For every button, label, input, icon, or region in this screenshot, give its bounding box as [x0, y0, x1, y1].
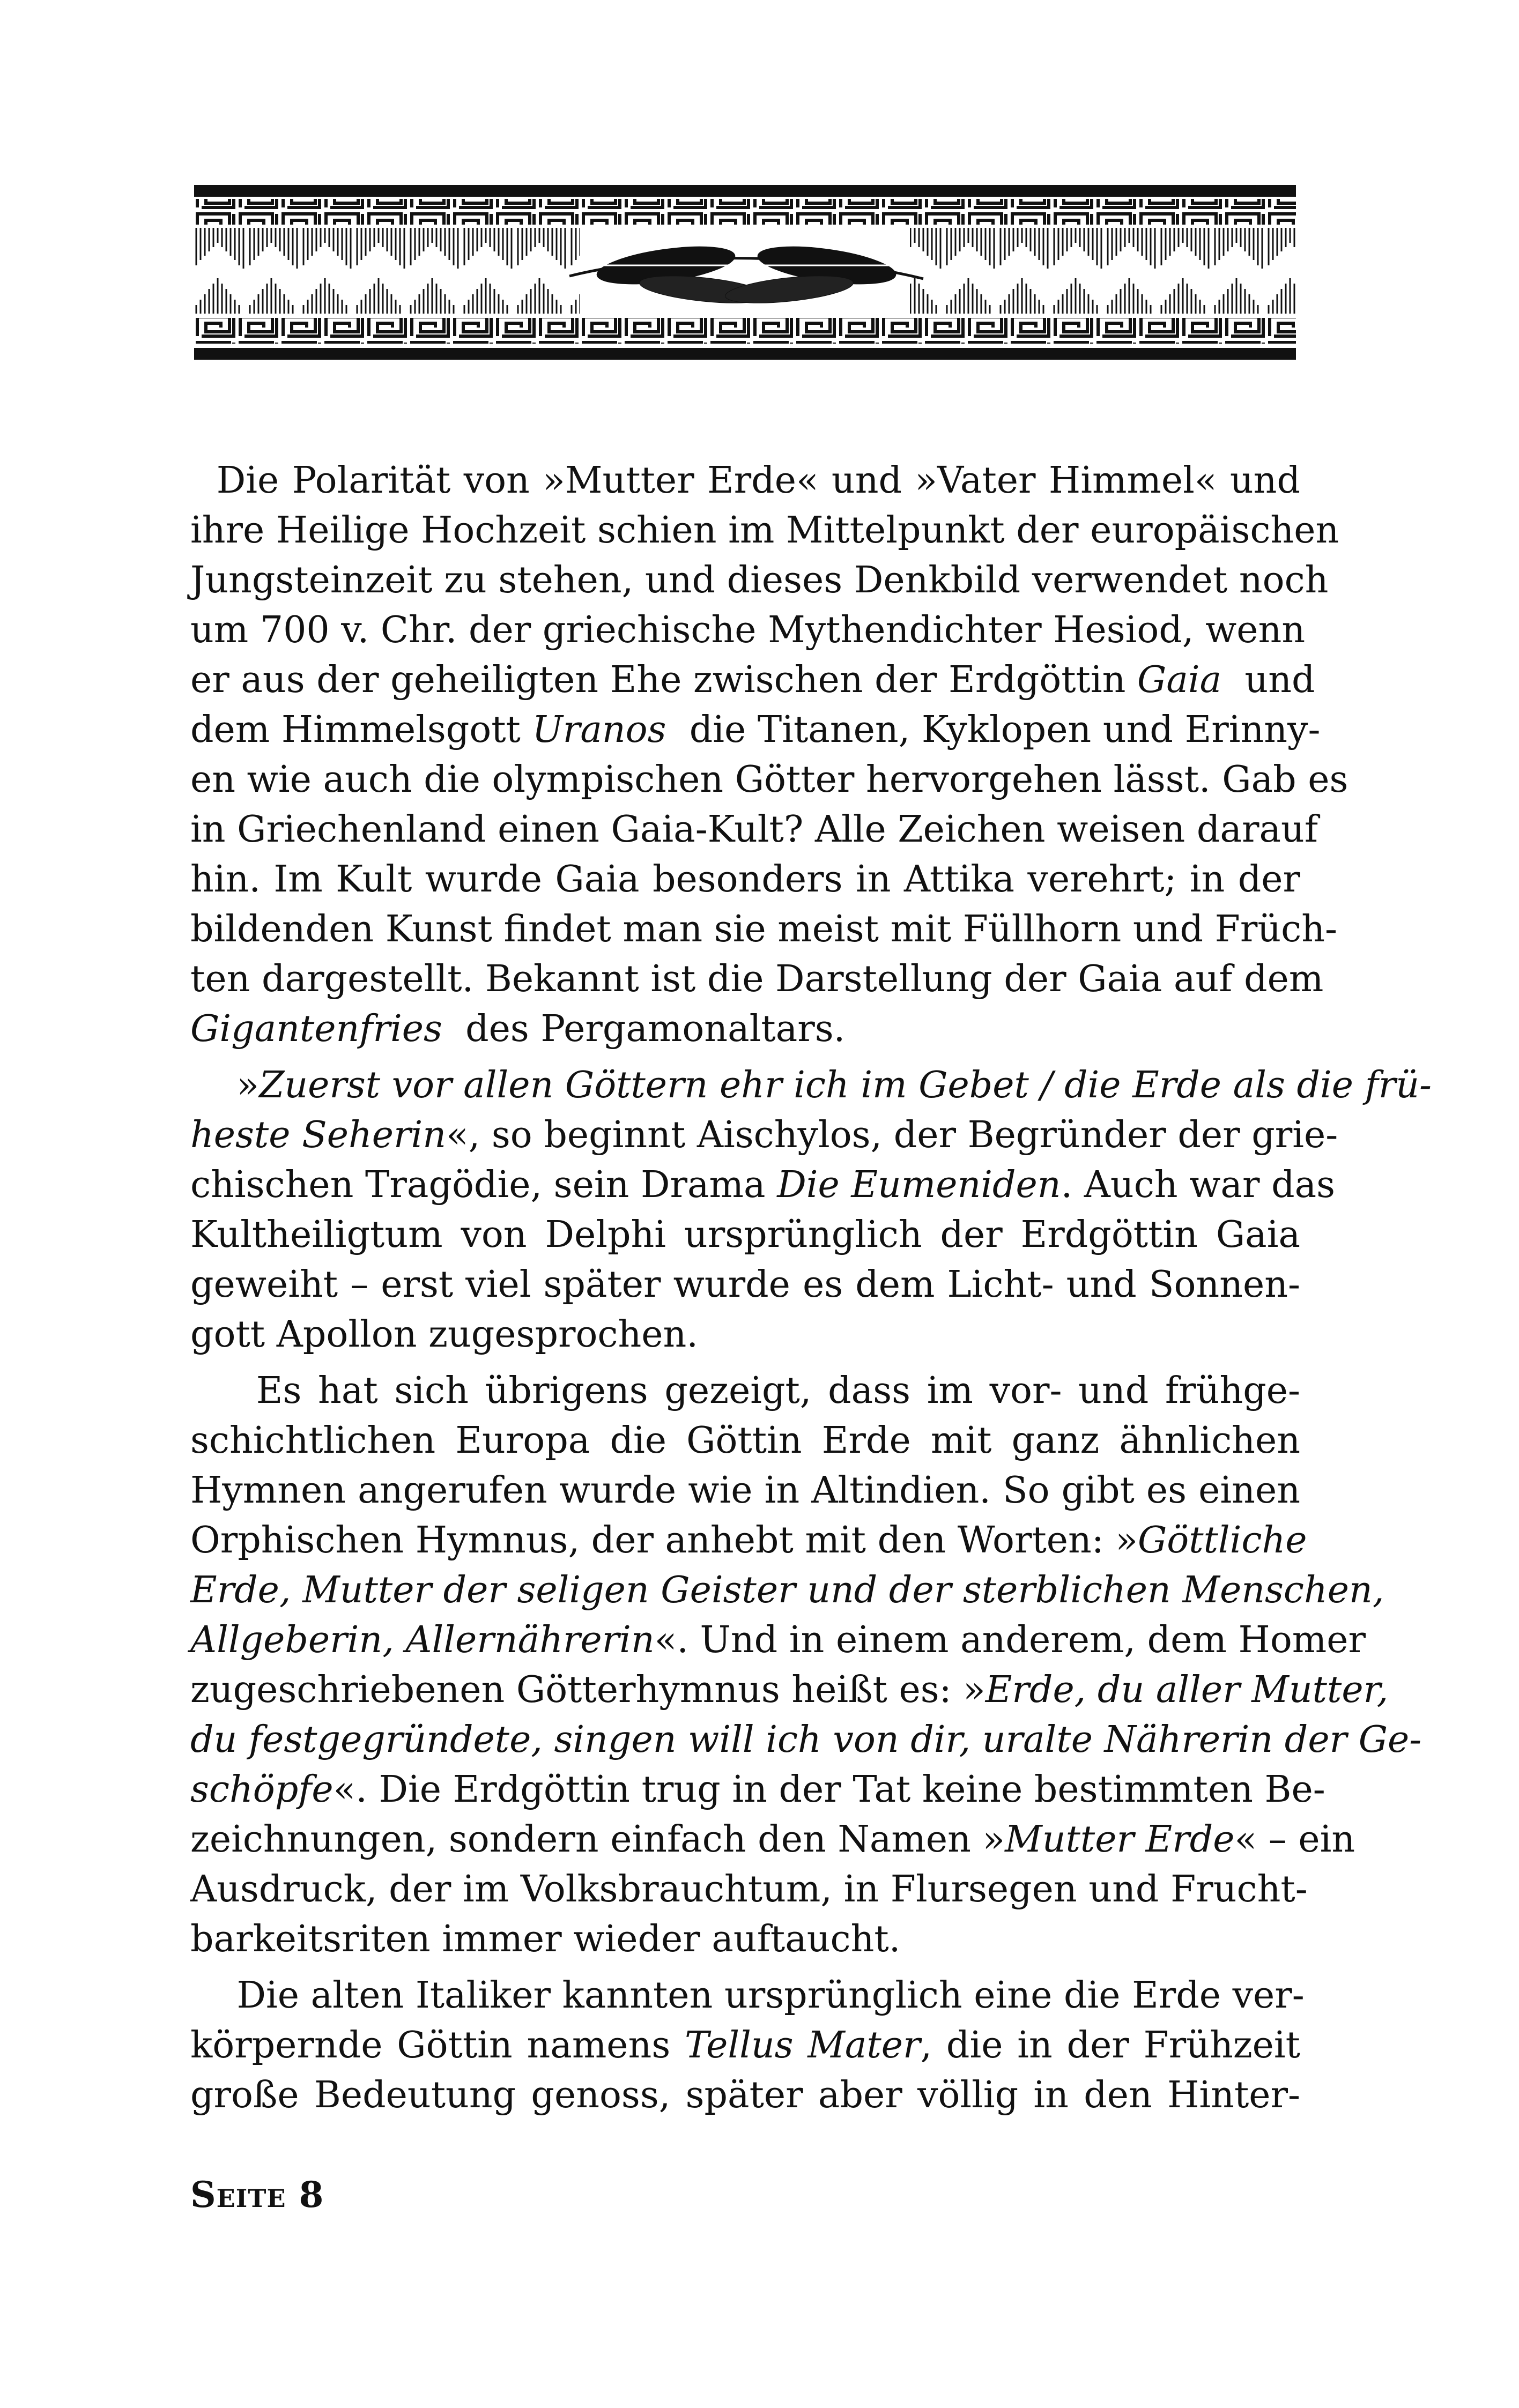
italic-run: heste Seherin [190, 1114, 447, 1156]
paragraph [190, 1971, 1305, 2120]
paragraph-gap [190, 1054, 1300, 1060]
text-line [190, 1060, 1432, 1110]
text-line [190, 555, 1329, 605]
text-run: hin. Im Kult wurde Gaia besonders in Attika verehrt; in der [190, 858, 1300, 901]
text-line [190, 1615, 1366, 1665]
text-line [190, 954, 1324, 1004]
text-run: er aus der geheiligten Ehe zwischen der Erdgöttin [190, 659, 1138, 701]
text-run: in Griechenland einen Gaia-Kult? Alle Zeichen weisen darauf [190, 808, 1318, 851]
italic-run: Tellus Mater [685, 2024, 921, 2067]
text-run: ihre Heilige Hochzeit schien im Mittelpunkt der europäischen [190, 509, 1339, 552]
greek-key-ornament [194, 185, 1296, 386]
text-line [190, 2020, 1300, 2070]
text-line [190, 854, 1300, 904]
text-line [190, 1815, 1355, 1864]
text-line [190, 1515, 1307, 1565]
text-run: zeichnungen, sondern einfach den Namen » [190, 1818, 1005, 1861]
text-run: ten dargestellt. Bekannt ist die Darstellung der Gaia auf dem [190, 958, 1324, 1000]
text-line [190, 1416, 1300, 1466]
page-label: Seite 8 [190, 2174, 324, 2216]
text-line [190, 705, 1321, 755]
text-run: bildenden Kunst findet man sie meist mit Füllhorn und Früch- [190, 908, 1337, 950]
italic-run: Erde, Mutter der seligen Geister und der sterblichen Menschen, [190, 1569, 1384, 1611]
italic-run: Die Eumeniden [777, 1164, 1061, 1206]
text-run: Ausdruck, der im Volksbrauchtum, in Flursegen und Frucht- [190, 1868, 1308, 1911]
text-line [190, 1260, 1300, 1310]
text-line [190, 1310, 1300, 1359]
italic-run: Gaia [1137, 659, 1222, 701]
text-run: die Titanen, Kyklopen und Erinny- [666, 709, 1321, 751]
text-run: und [1221, 659, 1315, 701]
text-run: Orphischen Hymnus, der anhebt mit den Worten: » [190, 1519, 1138, 1562]
text-run: zugeschriebenen Götterhymnus heißt es: » [190, 1669, 986, 1711]
paragraph [190, 1366, 1422, 1964]
text-run: körpernde Göttin namens [190, 2024, 685, 2067]
italic-run: schöpfe [190, 1768, 334, 1811]
text-run: schichtlichen Europa die Göttin Erde mit ganz ähnlichen [190, 1419, 1300, 1462]
text-line [190, 1110, 1338, 1160]
text-run: Die alten Italiker kannten ursprünglich eine die Erde ver- [190, 1974, 1305, 2017]
text-run: en wie auch die olympischen Götter hervorgehen lässt. Gab es [190, 759, 1348, 801]
text-run: chischen Tragödie, sein Drama [190, 1164, 777, 1206]
text-run: , die in der Frühzeit [920, 2024, 1300, 2067]
text-line [190, 1665, 1389, 1715]
text-line [190, 1466, 1300, 1515]
text-line [190, 506, 1339, 555]
italic-run: Erde, du aller Mutter, [985, 1669, 1389, 1711]
text-run: . Auch war das [1061, 1164, 1336, 1206]
italic-run: Mutter Erde [1005, 1818, 1235, 1861]
text-run: geweiht – erst viel später wurde es dem Licht- und Sonnen- [190, 1264, 1300, 1306]
text-line [190, 755, 1348, 805]
text-run: Jungsteinzeit zu stehen, und dieses Denkbild verwendet noch [190, 559, 1329, 601]
text-run: «, so beginnt Aischylos, der Begründer der grie- [446, 1114, 1338, 1156]
laurel-branch-icon [569, 240, 923, 308]
italic-run: Göttliche [1137, 1519, 1307, 1562]
text-run: Hymnen angerufen wurde wie in Altindien. So gibt es einen [190, 1469, 1300, 1512]
text-run: des Pergamonaltars. [442, 1008, 846, 1050]
paragraph [190, 456, 1348, 1054]
text-line [190, 456, 1300, 506]
text-line [190, 1160, 1336, 1210]
text-line [190, 1715, 1422, 1765]
text-run: « – ein [1234, 1818, 1355, 1861]
text-line [190, 1914, 1300, 1964]
paragraph [190, 1060, 1432, 1359]
text-run: große Bedeutung genoss, später aber völlig in den Hinter- [190, 2074, 1300, 2116]
italic-run: Uranos [532, 709, 666, 751]
text-run: Es hat sich übrigens gezeigt, dass im vor- und frühge- [190, 1370, 1300, 1412]
text-line [190, 1210, 1300, 1260]
paragraph-gap [190, 1964, 1300, 1971]
text-line [190, 605, 1306, 655]
text-run: dem Himmelsgott [190, 709, 532, 751]
text-line [190, 655, 1315, 705]
text-line [190, 1004, 1300, 1054]
body-text [190, 456, 1432, 2120]
text-run: Kultheiligtum von Delphi ursprünglich der Erdgöttin Gaia [190, 1214, 1300, 1256]
text-line [190, 1864, 1308, 1914]
text-line [190, 1366, 1300, 1416]
italic-run: Allgeberin, Allernährerin [190, 1619, 655, 1661]
italic-run: Gigantenfries [190, 1008, 442, 1050]
italic-run: Zuerst vor allen Göttern ehr ich im Gebet / die Erde als die frü- [259, 1064, 1432, 1106]
paragraph-gap [190, 1359, 1300, 1366]
text-line [190, 2070, 1300, 2120]
text-line [190, 1565, 1384, 1615]
text-run: » [190, 1064, 260, 1106]
text-line [190, 1765, 1325, 1815]
text-run: gott Apollon zugesprochen. [190, 1313, 698, 1356]
text-run: um 700 v. Chr. der griechische Mythendichter Hesiod, wenn [190, 609, 1306, 651]
page-number [190, 2174, 324, 2216]
text-run: barkeitsriten immer wieder auftaucht. [190, 1918, 901, 1960]
text-line [190, 805, 1318, 854]
text-run: «. Die Erdgöttin trug in der Tat keine bestimmten Be- [333, 1768, 1325, 1811]
italic-run: du festgegründete, singen will ich von dir, uralte Nährerin der Ge- [190, 1719, 1422, 1761]
text-line [190, 1971, 1305, 2020]
text-run: «. Und in einem anderem, dem Homer [654, 1619, 1366, 1661]
text-run: Die Polarität von »Mutter Erde« und »Vater Himmel« und [190, 459, 1300, 502]
text-line [190, 904, 1337, 954]
